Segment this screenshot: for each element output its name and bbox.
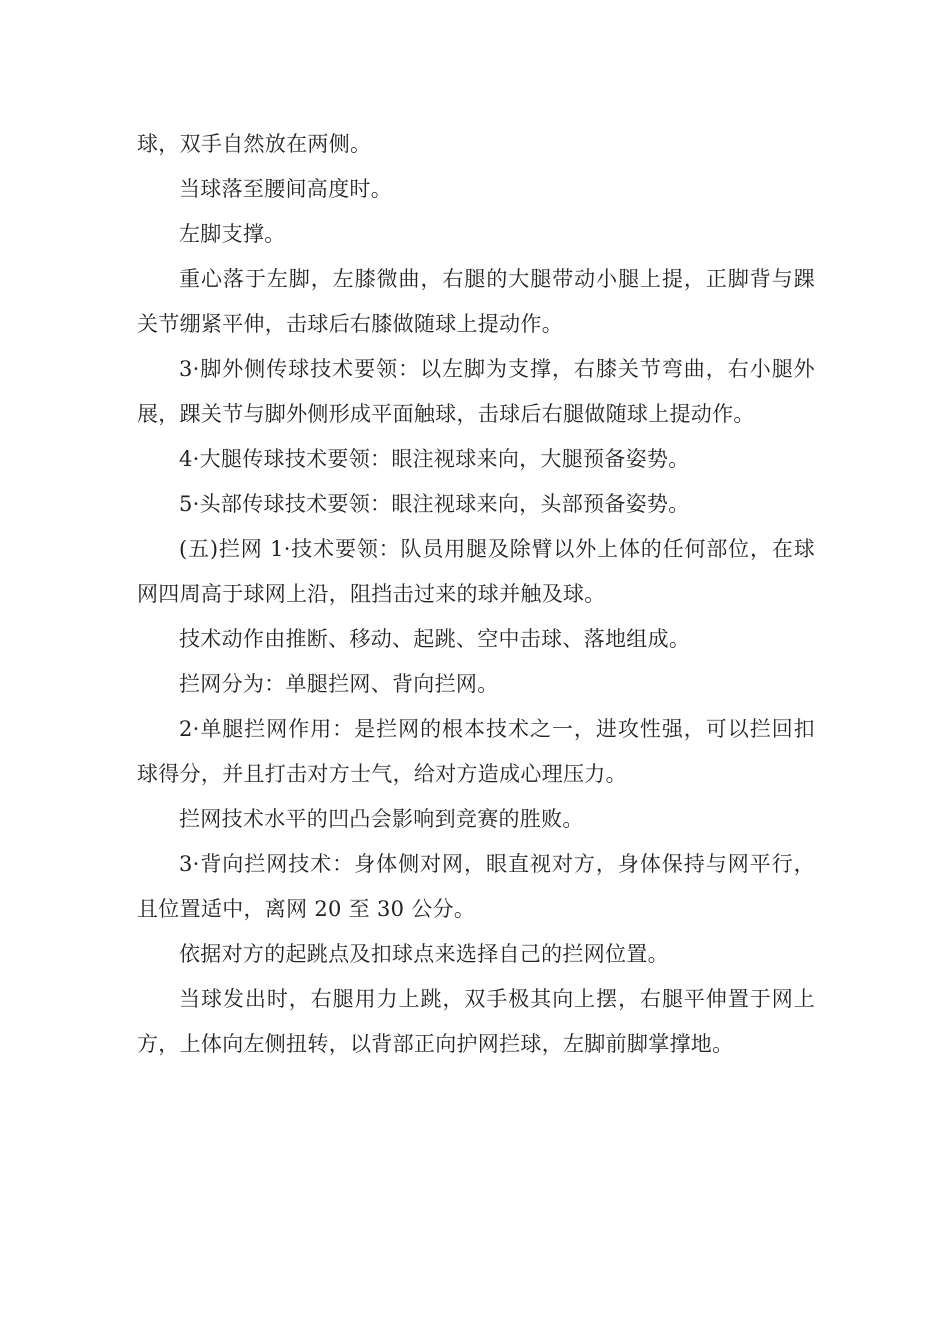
paragraph-13: 3·背向拦网技术：身体侧对网，眼直视对方，身体保持与网平行，且位置适中，离网 20 至 30 公分。 [137, 852, 815, 921]
paragraph-10: 拦网分为：单腿拦网、背向拦网。 [179, 672, 499, 696]
paragraph-12: 拦网技术水平的凹凸会影响到竞赛的胜败。 [179, 807, 584, 831]
paragraph-11: 2·单腿拦网作用：是拦网的根本技术之一，进攻性强，可以拦回扣球得分，并且打击对方士气，给对方造成心理压力。 [137, 717, 815, 786]
paragraph-1: 球，双手自然放在两侧。 [137, 132, 372, 156]
paragraph-3: 左脚支撑。 [179, 222, 286, 246]
paragraph-7: 5·头部传球技术要领：眼注视球来向，头部预备姿势。 [179, 492, 690, 516]
paragraph-9: 技术动作由推断、移动、起跳、空中击球、落地组成。 [179, 627, 691, 651]
paragraph-4: 重心落于左脚，左膝微曲，右腿的大腿带动小腿上提，正脚背与踝关节绷紧平伸，击球后右膝做随球上提动作。 [137, 267, 815, 336]
document-body [137, 122, 815, 1067]
paragraph-8: (五)拦网 1·技术要领：队员用腿及除臂以外上体的任何部位，在球网四周高于球网上沿，阻挡击过来的球并触及球。 [137, 537, 815, 606]
paragraph-2: 当球落至腰间高度时。 [179, 177, 392, 201]
paragraph-15: 当球发出时，右腿用力上跳，双手极其向上摆，右腿平伸置于网上方，上体向左侧扭转，以背部正向护网拦球，左脚前脚掌撑地。 [137, 987, 815, 1056]
paragraph-6: 4·大腿传球技术要领：眼注视球来向，大腿预备姿势。 [179, 447, 690, 471]
paragraph-5: 3·脚外侧传球技术要领：以左脚为支撑，右膝关节弯曲，右小腿外展，踝关节与脚外侧形成平面触球，击球后右腿做随球上提动作。 [137, 357, 815, 426]
paragraph-14: 依据对方的起跳点及扣球点来选择自己的拦网位置。 [179, 942, 669, 966]
